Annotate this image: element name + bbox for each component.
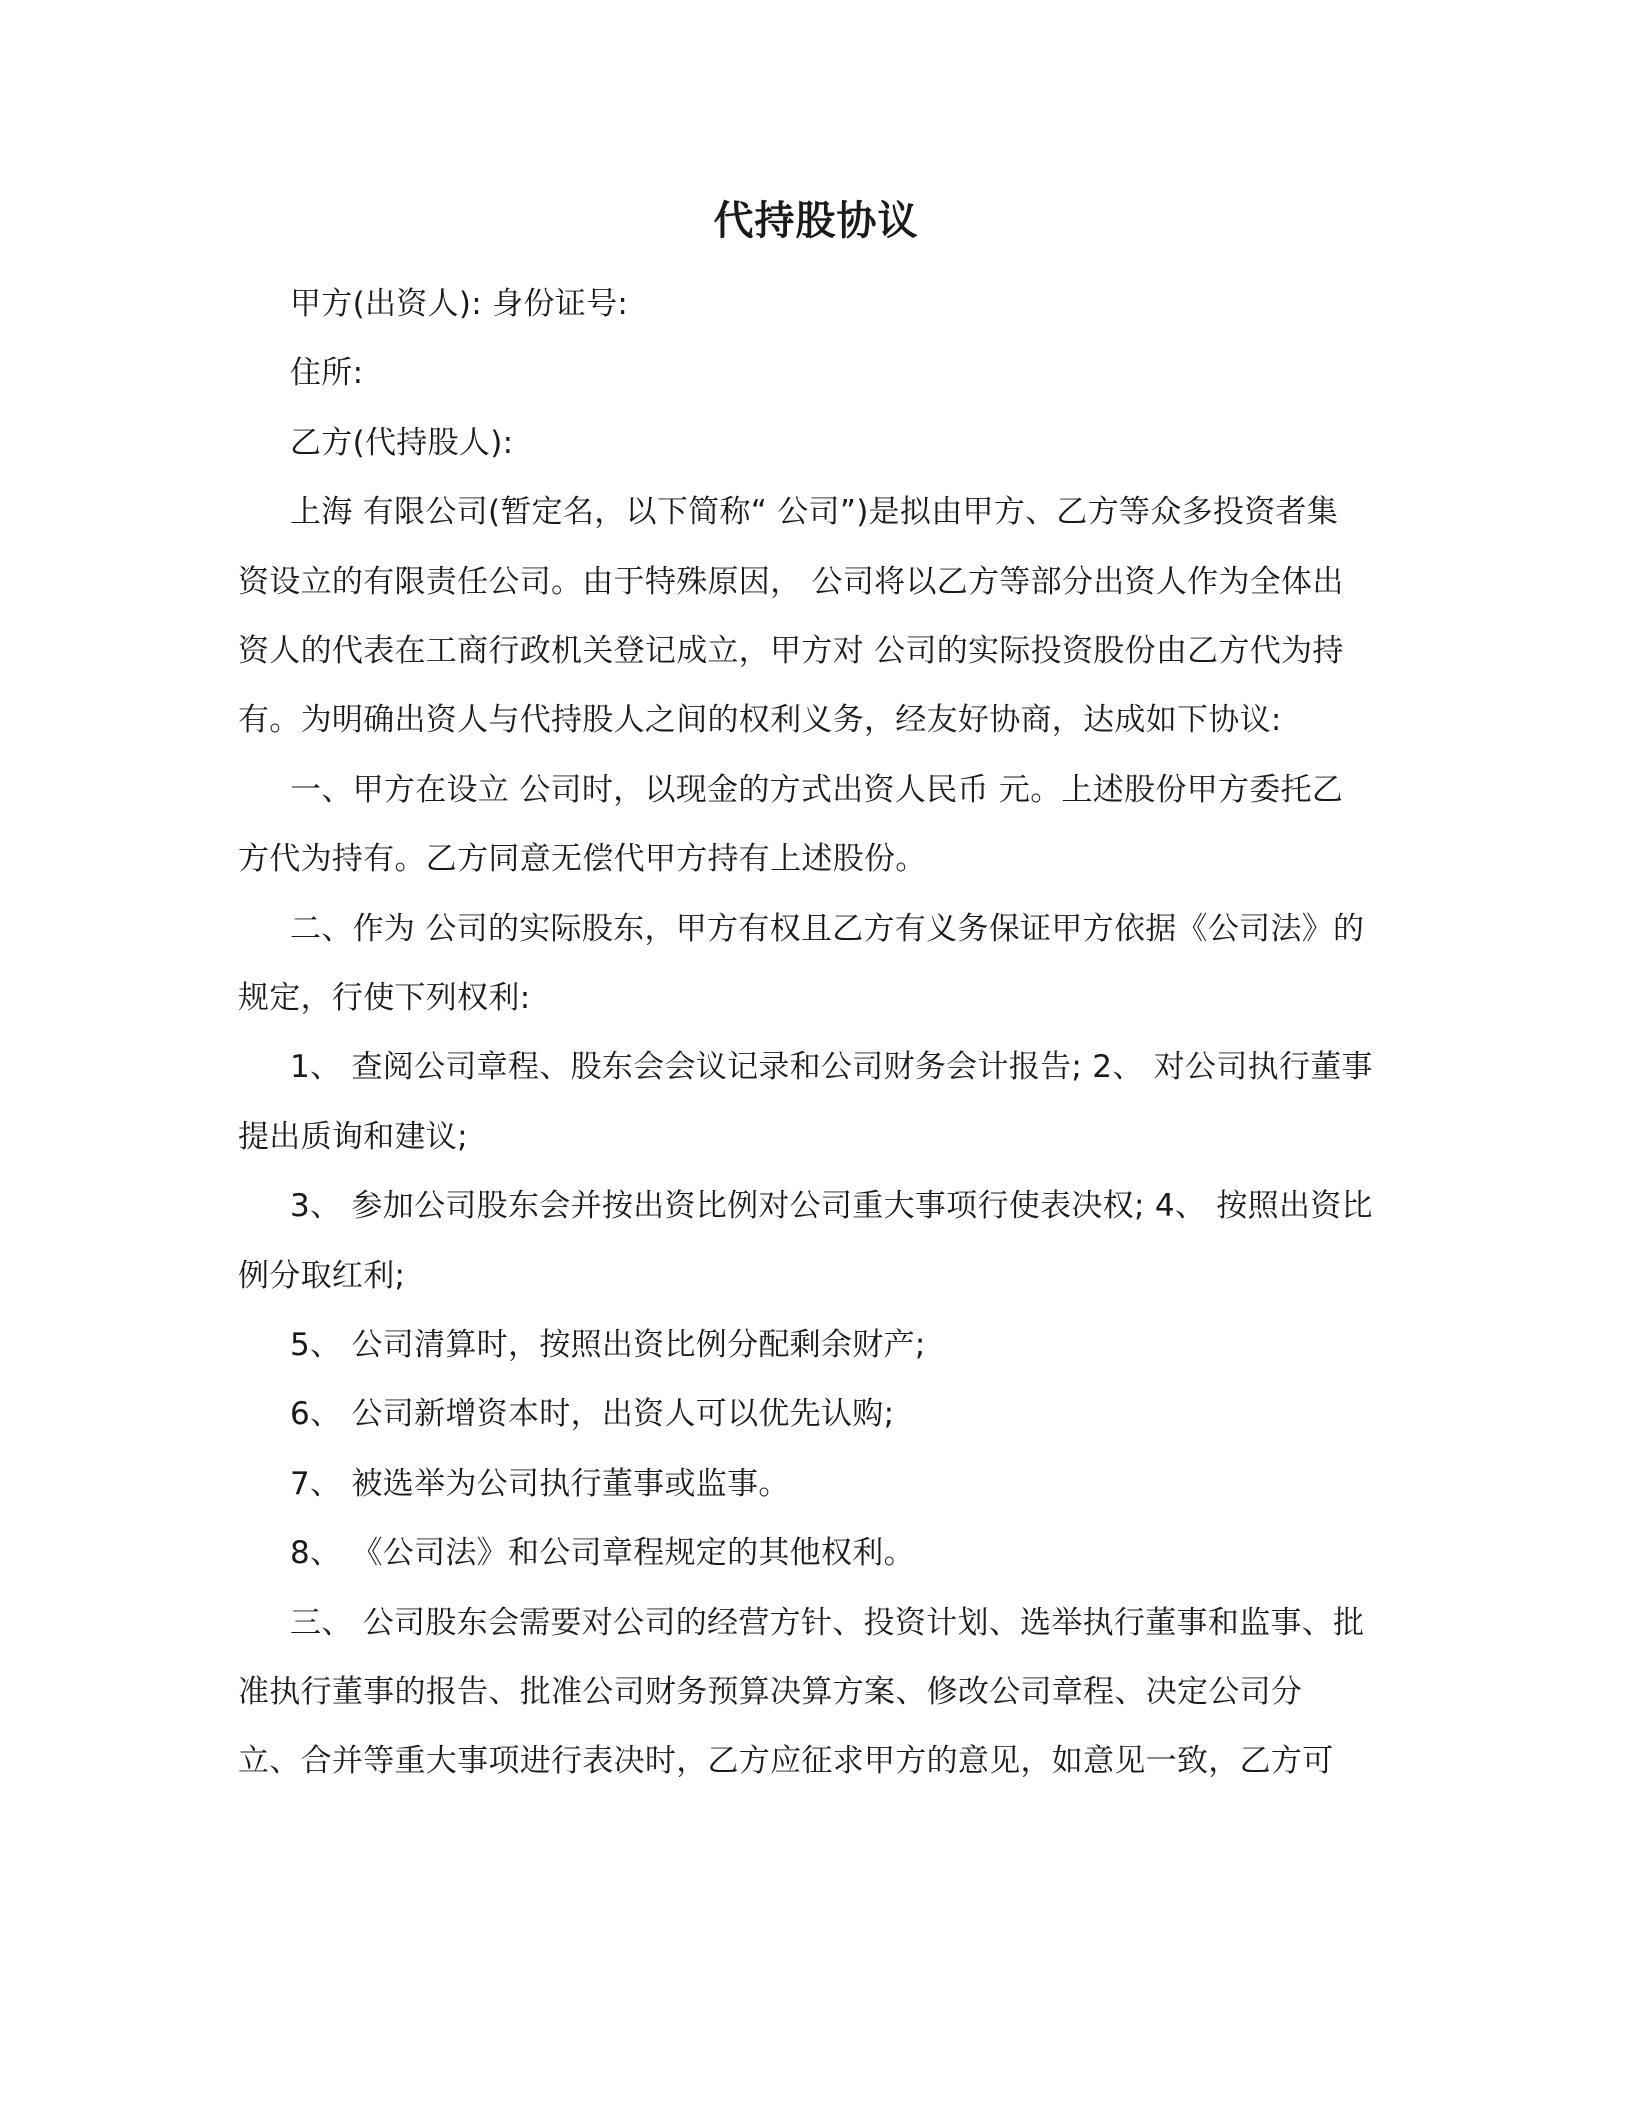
- paragraph-line: 一、甲方在设立 公司时，以现金的方式出资人民币 元。上述股份甲方委托乙: [290, 772, 1344, 808]
- document-title: 代持股协议: [713, 198, 919, 244]
- paragraph-line: 二、作为 公司的实际股东，甲方有权且乙方有义务保证甲方依据《公司法》的: [290, 911, 1365, 947]
- paragraph-line: 上海 有限公司(暂定名，以下简称“ 公司”)是拟由甲方、乙方等众多投资者集: [290, 494, 1339, 530]
- paragraph-line: 资人的代表在工商行政机关登记成立，甲方对 公司的实际投资股份由乙方代为持: [238, 633, 1344, 669]
- paragraph-line: 三、 公司股东会需要对公司的经营方针、投资计划、选举执行董事和监事、批: [290, 1605, 1365, 1641]
- paragraph-line: 立、合并等重大事项进行表决时，乙方应征求甲方的意见，如意见一致，乙方可: [238, 1743, 1334, 1779]
- paragraph-line: 住所:: [290, 355, 364, 391]
- paragraph-line: 准执行董事的报告、批准公司财务预算决算方案、修改公司章程、决定公司分: [238, 1674, 1303, 1710]
- paragraph-line: 甲方(出资人): 身份证号:: [290, 286, 629, 322]
- paragraph-line: 7、 被选举为公司执行董事或监事。: [290, 1466, 790, 1502]
- paragraph-line: 资设立的有限责任公司。由于特殊原因， 公司将以乙方等部分出资人作为全体出: [238, 564, 1344, 600]
- paragraph-line: 8、 《公司法》和公司章程规定的其他权利。: [290, 1535, 915, 1571]
- paragraph-line: 5、 公司清算时，按照出资比例分配剩余财产;: [290, 1327, 926, 1363]
- paragraph-line: 有。为明确出资人与代持股人之间的权利义务，经友好协商，达成如下协议:: [238, 702, 1282, 738]
- paragraph-line: 提出质询和建议;: [238, 1119, 468, 1155]
- paragraph-line: 规定，行使下列权利:: [238, 980, 531, 1016]
- paragraph-line: 6、 公司新增资本时，出资人可以优先认购;: [290, 1396, 895, 1432]
- paragraph-line: 3、 参加公司股东会并按出资比例对公司重大事项行使表决权; 4、 按照出资比: [290, 1188, 1373, 1224]
- paragraph-line: 1、 查阅公司章程、股东会会议记录和公司财务会计报告; 2、 对公司执行董事: [290, 1049, 1373, 1085]
- paragraph-line: 乙方(代持股人):: [290, 425, 514, 461]
- paragraph-line: 例分取红利;: [238, 1258, 406, 1294]
- paragraph-line: 方代为持有。乙方同意无偿代甲方持有上述股份。: [238, 841, 927, 877]
